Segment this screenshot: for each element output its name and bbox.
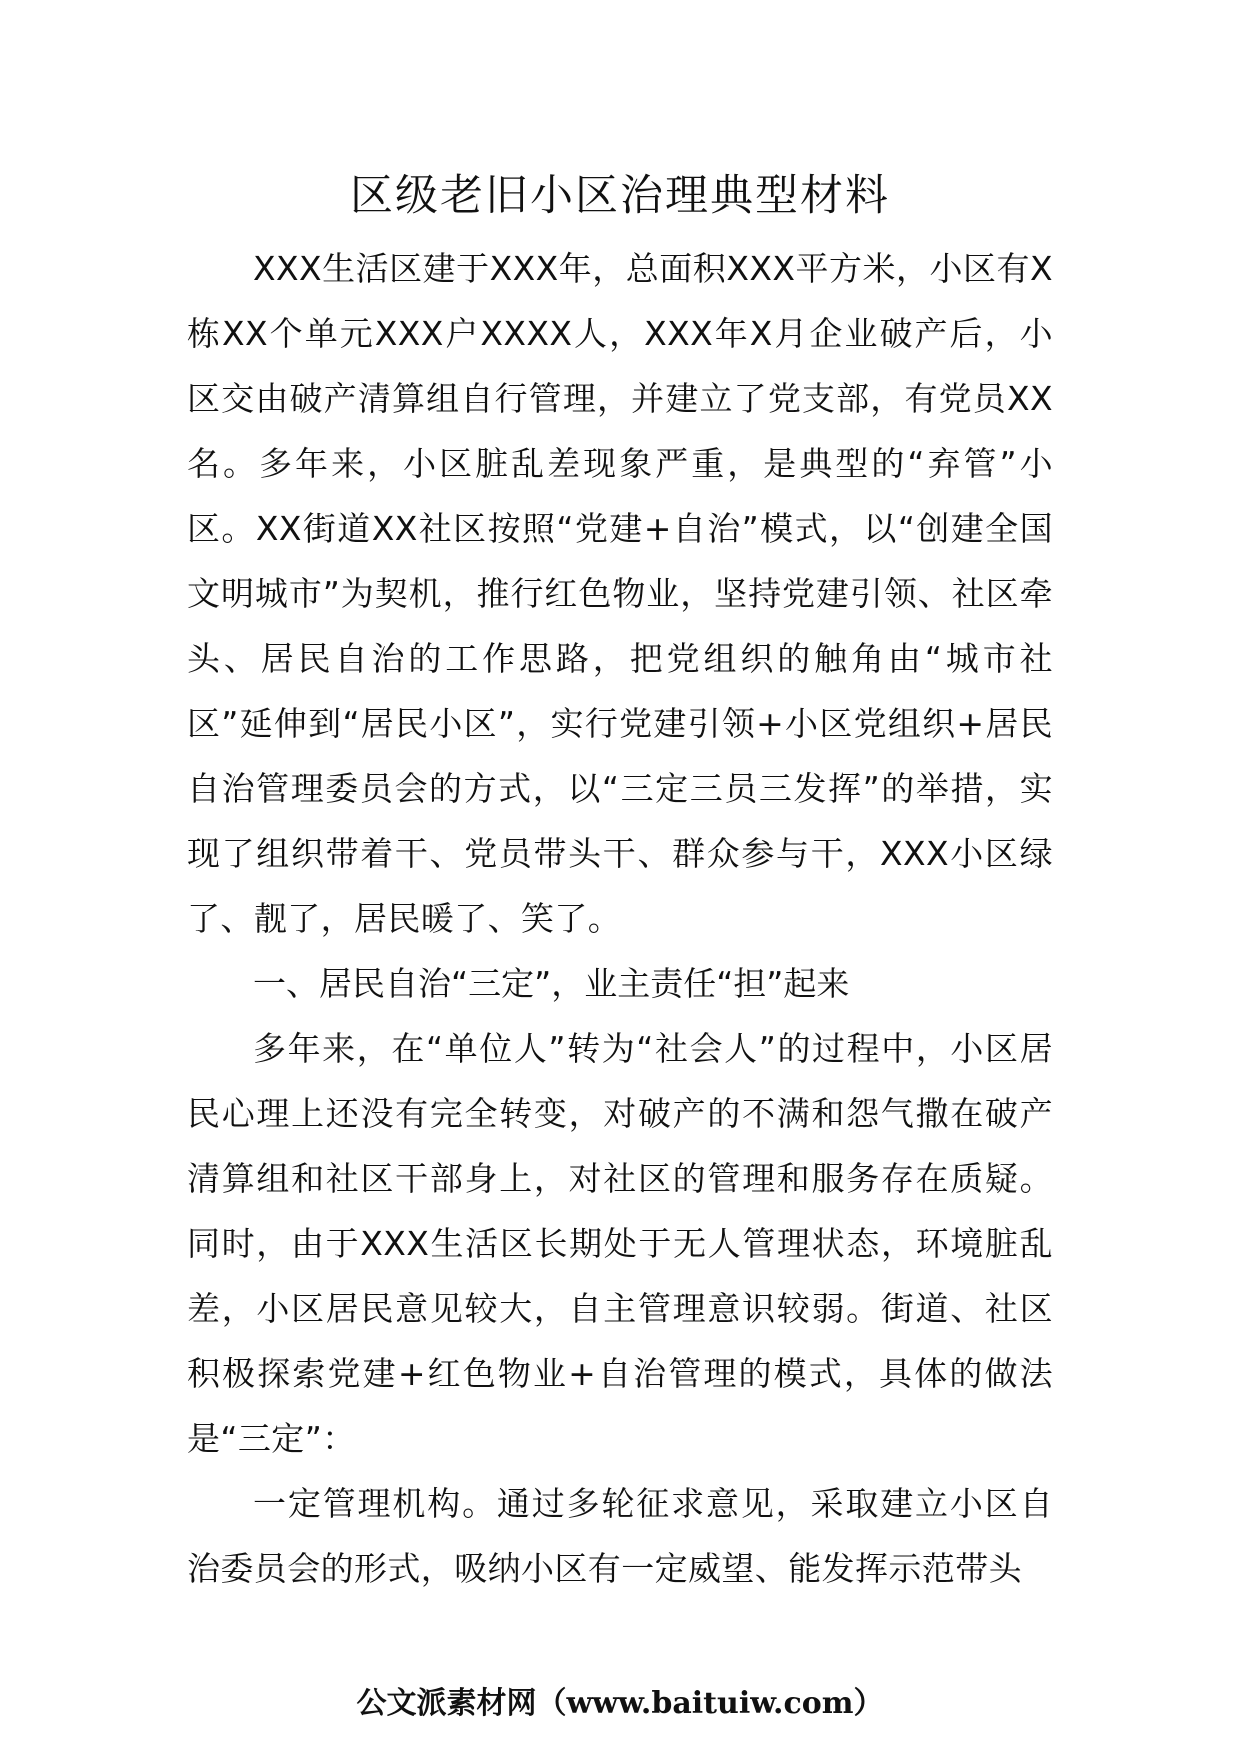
section-1-paragraph-2: 一定管理机构。通过多轮征求意见，采取建立小区自治委员会的形式，吸纳小区有一定威望、能发挥示范带头	[187, 1484, 1053, 1588]
intro-paragraph: XXX生活区建于XXX年，总面积XXX平方米，小区有X栋XX个单元XXX户XXXX人，XXX年X月企业破产后，小区交由破产清算组自行管理，并建立了党支部，有党员XX名。多年来，小区脏乱差现象严重，是典型的“弃管”小区。XX街道XX社区按照“党建+自治”模式，以“创建全国文明城市”为契机，推行红色物业，坚持党建引领、社区牵头、居民自治的工作思路，把党组织的触角由“城市社区”延伸到“居民小区”，实行党建引领+小区党组织+居民自治管理委员会的方式，以“三定三员三发挥”的举措，实现了组织带着干、党员带头干、群众参与干，XXX小区绿了、靓了，居民暖了、笑了。	[187, 249, 1053, 938]
section-1-heading: 一、居民自治“三定”，业主责任“担”起来	[253, 964, 850, 1003]
document-title: 区级老旧小区治理典型材料	[350, 171, 890, 221]
section-1-paragraph-1: 多年来，在“单位人”转为“社会人”的过程中，小区居民心理上还没有完全转变，对破产的不满和怨气撒在破产清算组和社区干部身上，对社区的管理和服务存在质疑。同时，由于XXX生活区长期处于无人管理状态，环境脏乱差，小区居民意见较大，自主管理意识较弱。街道、社区积极探索党建+红色物业+自治管理的模式，具体的做法是“三定”：	[187, 1029, 1053, 1458]
document-body	[187, 236, 1053, 1601]
footer-watermark: 公文派素材网（www.baituiw.com）	[356, 1686, 884, 1721]
